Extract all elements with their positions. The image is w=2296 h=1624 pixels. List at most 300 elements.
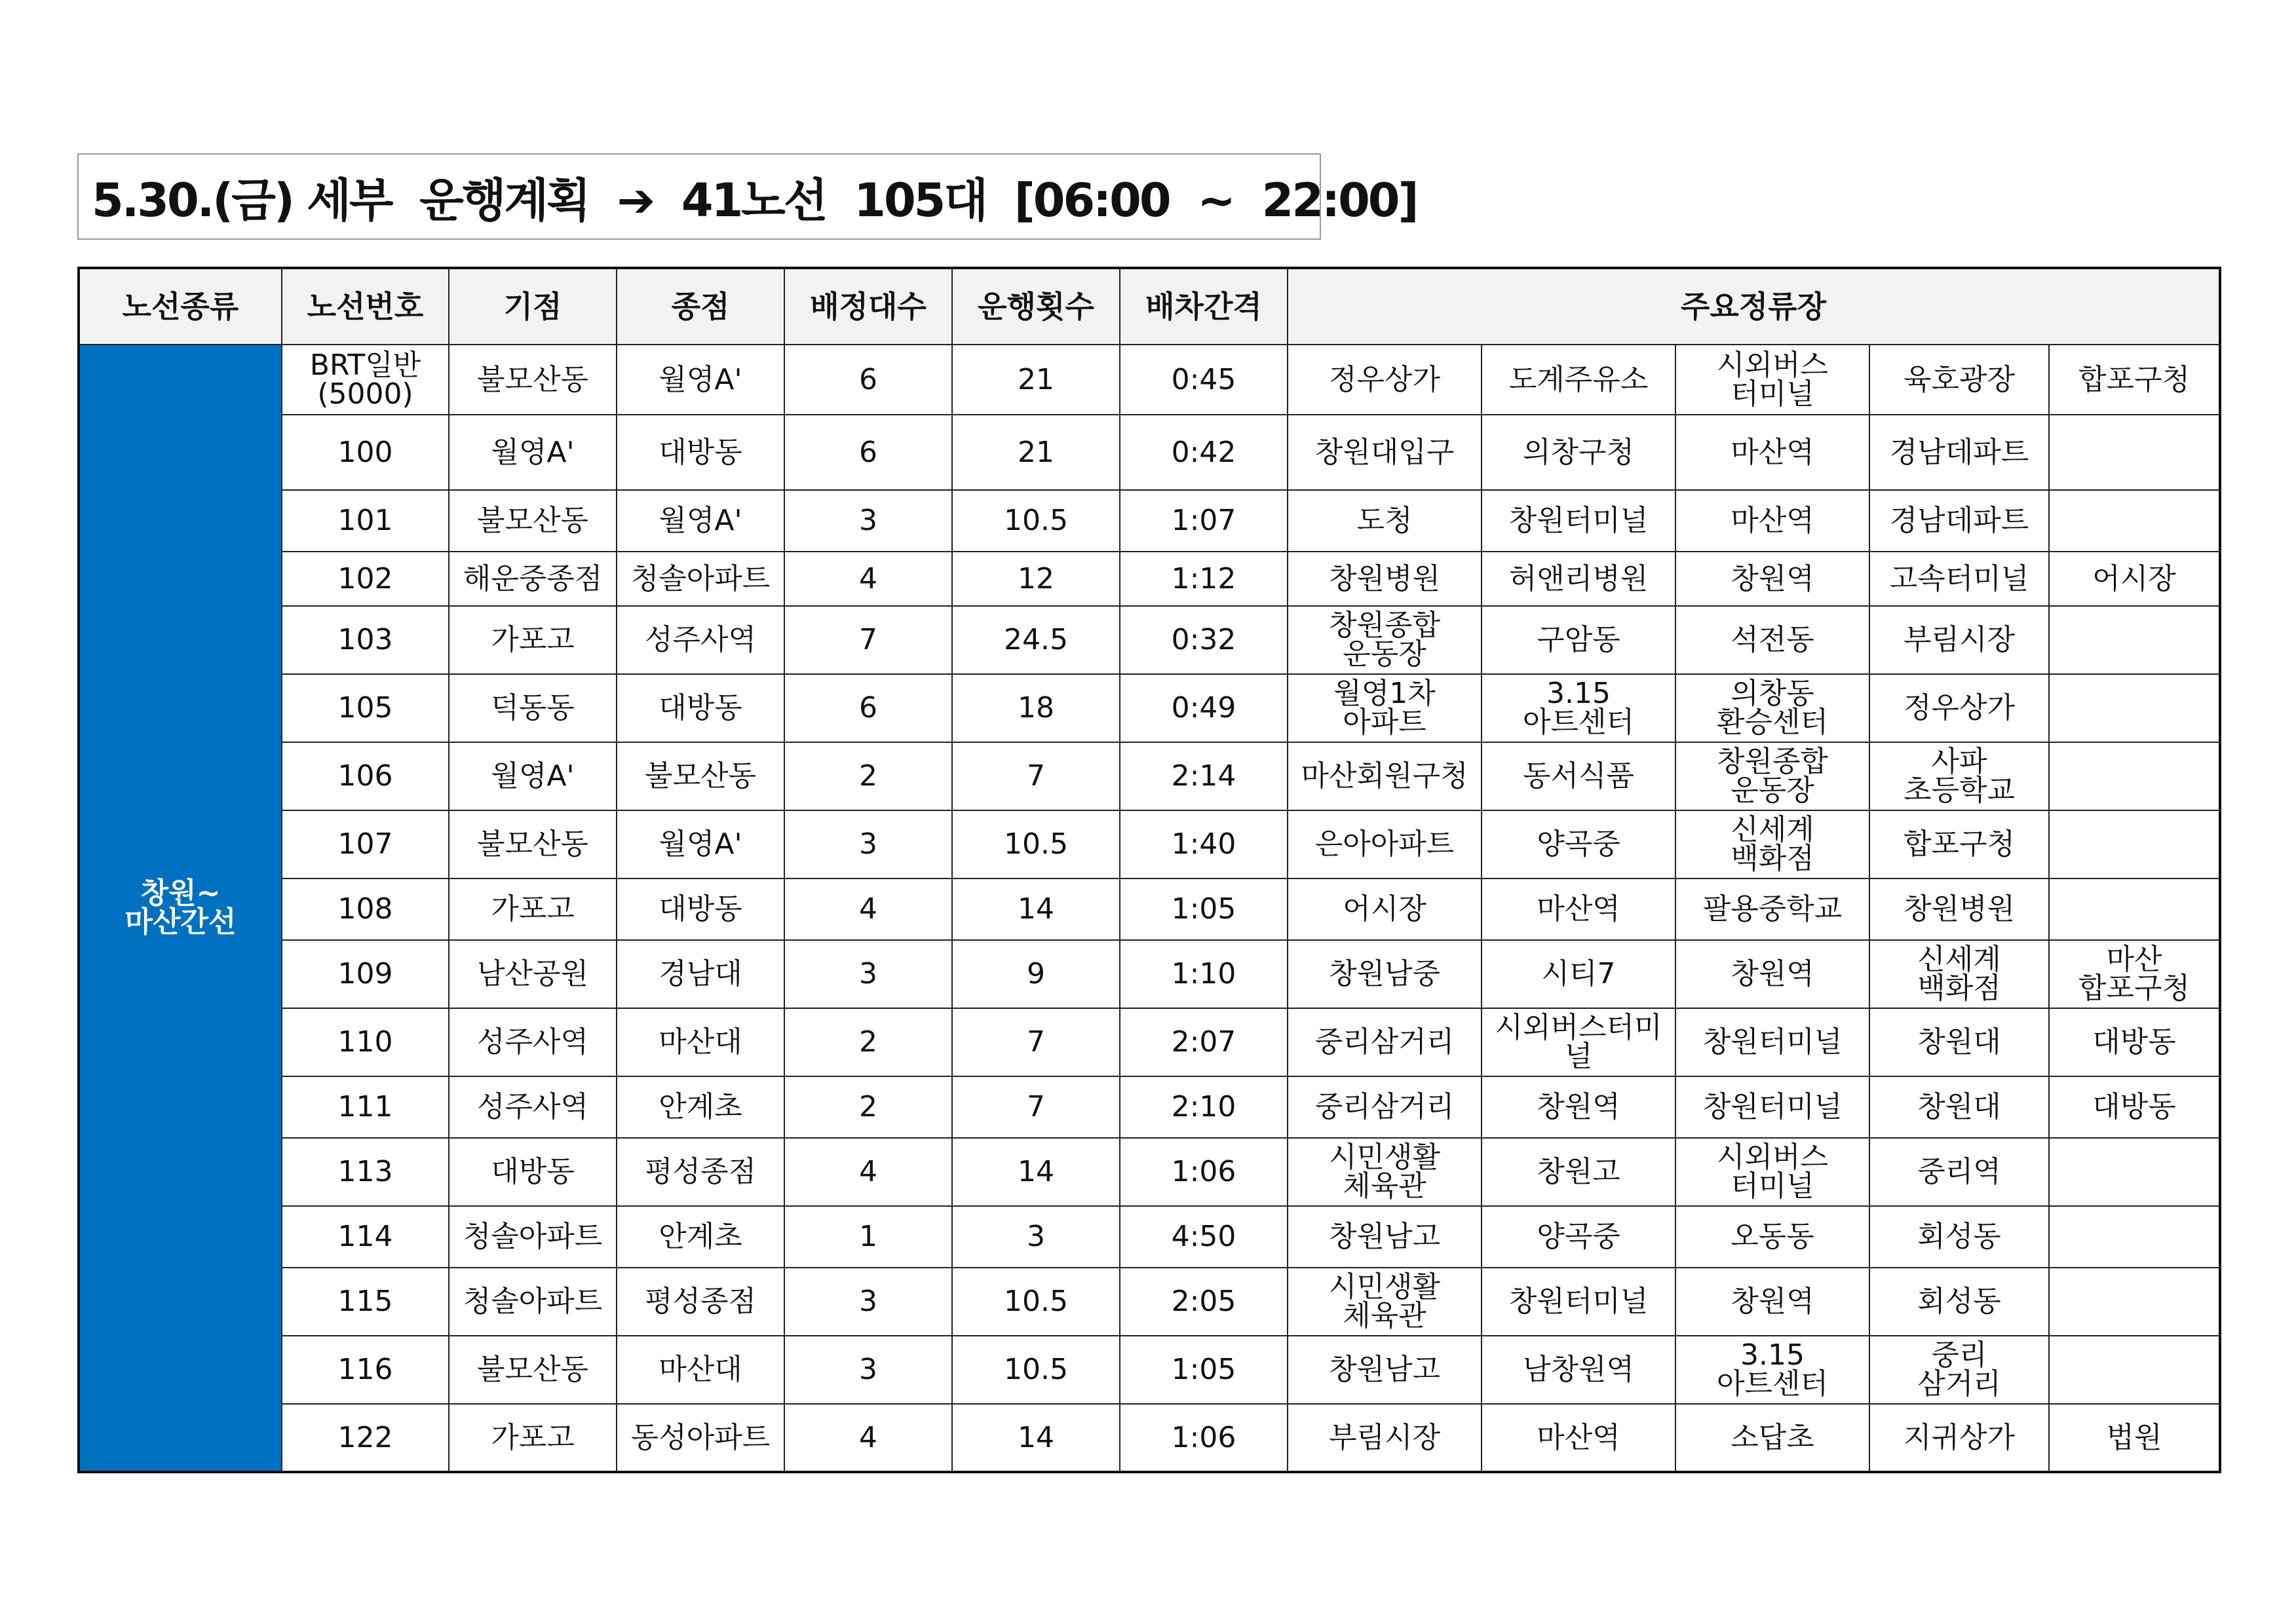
table-row [79, 1404, 2220, 1472]
stop-name: 구암동 [1537, 623, 1620, 656]
trips-cell: 7 [952, 1008, 1120, 1076]
start-cell: 불모산동 [449, 490, 617, 552]
stop-name: 중리 [1931, 1338, 1987, 1372]
stop-cell [1288, 1008, 1482, 1076]
table-row [79, 1336, 2220, 1404]
trips-cell: 10.5 [952, 490, 1120, 552]
stop-name: 합포구청 [2078, 972, 2191, 1005]
stop-cell [1675, 1076, 1869, 1138]
stop-cell [1288, 552, 1482, 606]
stop-cell [1675, 345, 1869, 415]
stop-cell [1675, 940, 1869, 1008]
end-cell: 평성종점 [617, 1138, 784, 1206]
interval-cell: 1:05 [1120, 878, 1288, 940]
route-type-cell [79, 345, 282, 1472]
stop-name: 체육관 [1343, 1299, 1426, 1332]
stop-cell [1869, 415, 2049, 490]
route-number-cell [282, 1138, 449, 1206]
page-title: 5.30.(금) 세부 운행계획 ➔ 41노선 105대 [06:00 ~ 22:00] [92, 173, 1417, 227]
stop-name: 시민생활 [1328, 1141, 1440, 1174]
stop-name: 대방동 [2092, 1025, 2176, 1059]
stop-name: 창원역 [1537, 1090, 1620, 1124]
stop-cell [1288, 1138, 1482, 1206]
stop-cell [1675, 1138, 1869, 1206]
stop-cell [1482, 1008, 1675, 1076]
stop-cell [1288, 674, 1482, 742]
table-row [79, 1138, 2220, 1206]
stop-name: 도계주유소 [1508, 362, 1649, 396]
trips-cell: 3 [952, 1206, 1120, 1268]
stop-name: 양곡중 [1537, 827, 1620, 861]
interval-cell: 1:40 [1120, 810, 1288, 878]
route-number: 114 [337, 1220, 393, 1253]
route-number-cell [282, 490, 449, 552]
route-number: 111 [337, 1090, 393, 1124]
start-cell: 가포고 [449, 606, 617, 674]
stop-name: 부림시장 [1328, 1420, 1440, 1454]
end-cell: 평성종점 [617, 1268, 784, 1336]
stop-cell [2049, 1404, 2220, 1472]
stop-cell [1869, 1008, 2049, 1076]
route-number: 108 [337, 892, 393, 926]
interval-cell: 2:07 [1120, 1008, 1288, 1076]
stop-cell [1288, 345, 1482, 415]
stop-name: 대방동 [2092, 1090, 2176, 1124]
stop-cell [1869, 878, 2049, 940]
interval-cell: 0:32 [1120, 606, 1288, 674]
start-cell: 청솔아파트 [449, 1268, 617, 1336]
stop-name: 월영1차 [1333, 677, 1436, 710]
stop-cell [1675, 674, 1869, 742]
start-cell: 대방동 [449, 1138, 617, 1206]
stop-name: 창원종합 [1328, 609, 1440, 642]
route-number: 100 [337, 435, 393, 469]
stop-name: 합포구청 [2078, 362, 2191, 396]
route-number-cell [282, 1404, 449, 1472]
end-cell: 동성아파트 [617, 1404, 784, 1472]
stop-cell [2049, 1076, 2220, 1138]
end-cell: 성주사역 [617, 606, 784, 674]
route-number-cell [282, 810, 449, 878]
stop-name: 창원종합 [1716, 745, 1828, 778]
stop-cell [2049, 940, 2220, 1008]
trips-cell: 24.5 [952, 606, 1120, 674]
stop-name: 신세계 [1917, 943, 2001, 976]
stop-cell [1288, 490, 1482, 552]
stop-cell [1288, 810, 1482, 878]
stop-name: 백화점 [1917, 972, 2001, 1005]
stop-name: 터미널 [1731, 1169, 1814, 1203]
header-buses: 배정대수 [784, 268, 952, 345]
stop-cell [1288, 878, 1482, 940]
stop-cell [2049, 1138, 2220, 1206]
stop-name: 팔용중학교 [1702, 892, 1843, 926]
stop-name: 백화점 [1731, 842, 1814, 875]
stop-name: 회성동 [1917, 1220, 2001, 1253]
buses-cell: 6 [784, 345, 952, 415]
stop-name: 사파 [1931, 745, 1987, 778]
interval-cell: 1:06 [1120, 1404, 1288, 1472]
stop-cell [1482, 552, 1675, 606]
stop-cell [1869, 490, 2049, 552]
route-number: 106 [337, 759, 393, 793]
header-start: 기점 [449, 268, 617, 345]
buses-cell: 3 [784, 940, 952, 1008]
header-route-number: 노선번호 [282, 268, 449, 345]
stop-cell [1869, 1404, 2049, 1472]
stop-cell [2049, 345, 2220, 415]
stop-name: 3.15 [1740, 1338, 1805, 1372]
stop-cell [1675, 606, 1869, 674]
stop-cell [1482, 810, 1675, 878]
interval-cell: 2:10 [1120, 1076, 1288, 1138]
stop-name: 창원남중 [1328, 957, 1440, 991]
route-type-label: 창원~ [140, 877, 221, 910]
route-number: (5000) [317, 377, 413, 411]
buses-cell: 2 [784, 742, 952, 810]
stop-cell [1869, 1138, 2049, 1206]
stop-name: 초등학교 [1903, 774, 2015, 807]
stop-name: 아트센터 [1522, 706, 1634, 739]
trips-cell: 21 [952, 415, 1120, 490]
buses-cell: 4 [784, 878, 952, 940]
route-number-cell [282, 606, 449, 674]
route-number: 109 [337, 957, 393, 991]
stop-cell [2049, 1206, 2220, 1268]
end-cell: 월영A' [617, 490, 784, 552]
route-number-cell [282, 1336, 449, 1404]
stop-cell [1482, 1336, 1675, 1404]
interval-cell: 1:12 [1120, 552, 1288, 606]
trips-cell: 21 [952, 345, 1120, 415]
start-cell: 월영A' [449, 742, 617, 810]
buses-cell: 4 [784, 1404, 952, 1472]
end-cell: 청솔아파트 [617, 552, 784, 606]
stop-cell [1675, 1404, 1869, 1472]
route-number-cell [282, 1268, 449, 1336]
stop-name: 육호광장 [1903, 362, 2015, 396]
stop-cell [1482, 415, 1675, 490]
stop-cell [1482, 345, 1675, 415]
buses-cell: 4 [784, 552, 952, 606]
start-cell: 월영A' [449, 415, 617, 490]
stop-name: 아트센터 [1716, 1367, 1828, 1401]
buses-cell: 6 [784, 415, 952, 490]
stop-name: 정우상가 [1328, 362, 1440, 396]
stop-cell [1482, 940, 1675, 1008]
stop-cell [1675, 1008, 1869, 1076]
stop-cell [1869, 940, 2049, 1008]
buses-cell: 7 [784, 606, 952, 674]
route-number: 115 [337, 1285, 393, 1318]
stop-name: 널 [1564, 1040, 1593, 1073]
route-number: 103 [337, 623, 393, 656]
stop-cell [2049, 490, 2220, 552]
stop-name: 창원병원 [1328, 561, 1440, 595]
buses-cell: 2 [784, 1076, 952, 1138]
trips-cell: 9 [952, 940, 1120, 1008]
stop-name: 어시장 [2092, 561, 2176, 595]
stop-name: 석전동 [1731, 623, 1814, 656]
stop-cell [1869, 742, 2049, 810]
start-cell: 가포고 [449, 878, 617, 940]
header-end: 종점 [617, 268, 784, 345]
stop-cell [1288, 1206, 1482, 1268]
stop-name: 3.15 [1546, 677, 1611, 710]
start-cell: 가포고 [449, 1404, 617, 1472]
route-type-label: 마산간선 [124, 905, 237, 939]
trips-cell: 14 [952, 878, 1120, 940]
interval-cell: 1:06 [1120, 1138, 1288, 1206]
trips-cell: 14 [952, 1404, 1120, 1472]
route-number-cell [282, 674, 449, 742]
route-number: 107 [337, 827, 393, 861]
interval-cell: 1:07 [1120, 490, 1288, 552]
stop-name: 환승센터 [1716, 706, 1828, 739]
stop-cell [1482, 1076, 1675, 1138]
start-cell: 청솔아파트 [449, 1206, 617, 1268]
stop-name: 터미널 [1731, 377, 1814, 411]
route-number-cell [282, 940, 449, 1008]
buses-cell: 6 [784, 674, 952, 742]
header-interval: 배차간격 [1120, 268, 1288, 345]
stop-cell [1675, 1206, 1869, 1268]
stop-name: 마산역 [1731, 504, 1814, 537]
header-route-type: 노선종류 [79, 268, 282, 345]
table-row [79, 742, 2220, 810]
start-cell: 불모산동 [449, 345, 617, 415]
route-plan-table [77, 267, 2221, 1473]
stop-cell [1675, 552, 1869, 606]
route-number: 116 [337, 1353, 393, 1386]
table-row [79, 1008, 2220, 1076]
route-number-cell [282, 1206, 449, 1268]
stop-cell [1869, 552, 2049, 606]
stop-cell [1288, 1336, 1482, 1404]
stop-name: 창원대 [1917, 1090, 2001, 1124]
stop-name: 부림시장 [1903, 623, 2015, 656]
stop-name: 아파트 [1343, 706, 1426, 739]
stop-cell [1288, 1076, 1482, 1138]
end-cell: 안계초 [617, 1206, 784, 1268]
route-number-cell [282, 552, 449, 606]
start-cell: 남산공원 [449, 940, 617, 1008]
stop-name: 중리삼거리 [1314, 1090, 1455, 1124]
stop-name: 고속터미널 [1889, 561, 2029, 595]
stop-name: 은아아파트 [1314, 827, 1455, 861]
stop-cell [1288, 742, 1482, 810]
stop-name: 의창구청 [1522, 435, 1634, 469]
end-cell: 월영A' [617, 345, 784, 415]
route-number: 101 [337, 504, 393, 537]
stop-cell [2049, 606, 2220, 674]
table-row [79, 415, 2220, 490]
stop-cell [2049, 674, 2220, 742]
stop-cell [2049, 415, 2220, 490]
start-cell: 덕동동 [449, 674, 617, 742]
interval-cell: 1:10 [1120, 940, 1288, 1008]
route-number-cell [282, 1008, 449, 1076]
stop-cell [1675, 1268, 1869, 1336]
stop-cell [1288, 606, 1482, 674]
stop-name: 창원터미널 [1508, 1285, 1649, 1318]
stop-cell [1869, 345, 2049, 415]
stop-cell [2049, 1268, 2220, 1336]
stop-name: 의창동 [1731, 677, 1814, 710]
end-cell: 대방동 [617, 674, 784, 742]
end-cell: 안계초 [617, 1076, 784, 1138]
stop-name: 창원역 [1731, 957, 1814, 991]
stop-name: 양곡중 [1537, 1220, 1620, 1253]
interval-cell: 0:45 [1120, 345, 1288, 415]
stop-cell [1869, 1076, 2049, 1138]
end-cell: 마산대 [617, 1008, 784, 1076]
table-body [79, 345, 2220, 1472]
stop-name: 소답초 [1731, 1420, 1814, 1454]
table-row [79, 940, 2220, 1008]
route-number-cell [282, 742, 449, 810]
stop-name: 허앤리병원 [1508, 561, 1649, 595]
start-cell: 불모산동 [449, 810, 617, 878]
route-number: BRT일반 [309, 348, 421, 382]
stop-cell [1482, 606, 1675, 674]
stop-cell [1675, 1336, 1869, 1404]
stop-name: 창원역 [1731, 1285, 1814, 1318]
trips-cell: 18 [952, 674, 1120, 742]
stop-cell [1869, 1336, 2049, 1404]
stop-name: 창원터미널 [1702, 1090, 1843, 1124]
route-number-cell [282, 878, 449, 940]
end-cell: 경남대 [617, 940, 784, 1008]
header-main-stops: 주요정류장 [1288, 268, 2220, 345]
stop-cell [2049, 742, 2220, 810]
stop-cell [1869, 1268, 2049, 1336]
stop-cell [1675, 490, 1869, 552]
stop-name: 창원터미널 [1508, 504, 1649, 537]
stop-name: 시민생활 [1328, 1270, 1440, 1304]
stop-cell [1482, 1404, 1675, 1472]
buses-cell: 4 [784, 1138, 952, 1206]
table-row [79, 1076, 2220, 1138]
stop-cell [1482, 1268, 1675, 1336]
stop-cell [1482, 1138, 1675, 1206]
stop-name: 시외버스 [1716, 1141, 1828, 1174]
buses-cell: 2 [784, 1008, 952, 1076]
stop-name: 마산역 [1537, 1420, 1620, 1454]
trips-cell: 14 [952, 1138, 1120, 1206]
end-cell: 마산대 [617, 1336, 784, 1404]
stop-cell [1482, 674, 1675, 742]
stop-name: 시외버스 [1716, 348, 1828, 382]
start-cell: 불모산동 [449, 1336, 617, 1404]
end-cell: 대방동 [617, 415, 784, 490]
stop-cell [1482, 742, 1675, 810]
header-row [79, 268, 2220, 345]
stop-name: 신세계 [1731, 813, 1814, 846]
buses-cell: 3 [784, 810, 952, 878]
stop-cell [1288, 1268, 1482, 1336]
route-number-cell [282, 415, 449, 490]
trips-cell: 12 [952, 552, 1120, 606]
trips-cell: 10.5 [952, 1336, 1120, 1404]
route-number-cell [282, 1076, 449, 1138]
stop-cell [1675, 810, 1869, 878]
start-cell: 성주사역 [449, 1076, 617, 1138]
stop-cell [1675, 878, 1869, 940]
stop-cell [1482, 490, 1675, 552]
route-number: 122 [337, 1420, 393, 1454]
stop-name: 체육관 [1343, 1169, 1426, 1203]
start-cell: 해운중종점 [449, 552, 617, 606]
trips-cell: 10.5 [952, 1268, 1120, 1336]
stop-name: 마산역 [1731, 435, 1814, 469]
stop-name: 오동동 [1731, 1220, 1814, 1253]
stop-name: 시티7 [1541, 957, 1616, 991]
interval-cell: 0:42 [1120, 415, 1288, 490]
stop-name: 어시장 [1343, 892, 1426, 926]
route-number: 113 [337, 1155, 393, 1188]
stop-name: 창원역 [1731, 561, 1814, 595]
stop-name: 중리역 [1917, 1155, 2001, 1188]
stop-name: 중리삼거리 [1314, 1025, 1455, 1059]
buses-cell: 1 [784, 1206, 952, 1268]
stop-name: 정우상가 [1903, 691, 2015, 725]
stop-cell [1482, 1206, 1675, 1268]
stop-cell [1675, 742, 1869, 810]
trips-cell: 7 [952, 1076, 1120, 1138]
route-number: 110 [337, 1025, 393, 1059]
table-row [79, 345, 2220, 415]
stop-name: 도청 [1356, 504, 1413, 537]
stop-name: 마산 [2106, 943, 2162, 976]
stop-cell [1675, 415, 1869, 490]
stop-name: 시외버스터미 [1495, 1011, 1662, 1044]
route-number: 105 [337, 691, 393, 725]
stop-cell [1869, 606, 2049, 674]
table-row [79, 1268, 2220, 1336]
header-trips: 운행횟수 [952, 268, 1120, 345]
end-cell: 월영A' [617, 810, 784, 878]
trips-cell: 10.5 [952, 810, 1120, 878]
stop-cell [1482, 878, 1675, 940]
table-row [79, 606, 2220, 674]
stop-name: 합포구청 [1903, 827, 2015, 861]
buses-cell: 3 [784, 1336, 952, 1404]
stop-name: 창원대입구 [1314, 435, 1455, 469]
table-row [79, 552, 2220, 606]
table-row [79, 878, 2220, 940]
stop-name: 창원남고 [1328, 1220, 1440, 1253]
title-box [77, 153, 1417, 240]
interval-cell: 2:14 [1120, 742, 1288, 810]
stop-cell [1869, 674, 2049, 742]
stop-name: 창원터미널 [1702, 1025, 1843, 1059]
stop-name: 경남데파트 [1889, 435, 2029, 469]
stop-cell [1288, 415, 1482, 490]
stop-name: 법원 [2106, 1420, 2162, 1454]
stop-name: 남창원역 [1522, 1353, 1634, 1386]
stop-name: 삼거리 [1917, 1367, 2001, 1401]
stop-name: 지귀상가 [1903, 1420, 2015, 1454]
table-row [79, 810, 2220, 878]
end-cell: 대방동 [617, 878, 784, 940]
stop-name: 동서식품 [1522, 759, 1634, 793]
buses-cell: 3 [784, 490, 952, 552]
stop-cell [1869, 1206, 2049, 1268]
buses-cell: 3 [784, 1268, 952, 1336]
stop-name: 운동장 [1343, 637, 1426, 671]
stop-cell [2049, 810, 2220, 878]
